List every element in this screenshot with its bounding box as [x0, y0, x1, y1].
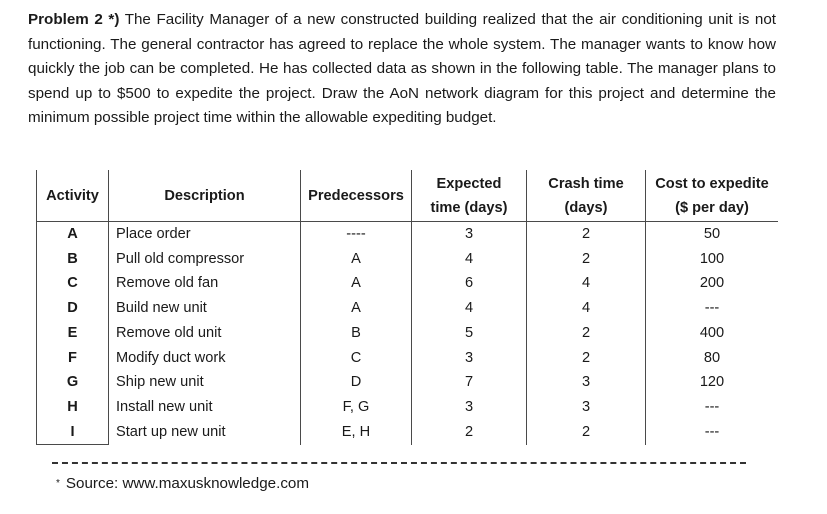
cell-cost: 80 — [703, 349, 721, 366]
table-row — [37, 346, 779, 371]
cell-cost: 120 — [699, 374, 725, 391]
cell-crash: 4 — [527, 296, 646, 321]
source-marker: * — [56, 478, 60, 489]
table-row — [37, 247, 779, 272]
cell-activity: A — [37, 222, 109, 247]
cell-crash: 2 — [527, 420, 646, 445]
cell-predecessors: C — [301, 346, 412, 371]
header-cost-line2: ($ per day) — [675, 199, 749, 216]
cell-cost: 400 — [699, 324, 725, 341]
header-crash-time — [527, 170, 646, 222]
header-cost-to-expedite — [646, 170, 779, 222]
cell-expected: 4 — [412, 247, 527, 272]
cell-crash: 2 — [527, 321, 646, 346]
cell-activity: C — [37, 271, 109, 296]
cell-activity: B — [37, 247, 109, 272]
table-row — [37, 271, 779, 296]
cell-crash: 4 — [527, 271, 646, 296]
source-text: Source: www.maxusknowledge.com — [65, 475, 310, 492]
cell-activity: F — [37, 346, 109, 371]
cell-predecessors: A — [301, 247, 412, 272]
cell-expected: 4 — [412, 296, 527, 321]
header-cost-line1: Cost to expedite — [655, 175, 769, 192]
cell-expected: 7 — [412, 370, 527, 395]
cell-expected: 3 — [412, 222, 527, 247]
header-crash-line2: (days) — [564, 199, 608, 216]
cell-activity: D — [37, 296, 109, 321]
cell-predecessors: E, H — [301, 420, 412, 445]
header-crash-line1: Crash time — [548, 175, 624, 192]
cell-description: Modify duct work — [109, 346, 301, 371]
cell-crash: 2 — [527, 346, 646, 371]
cell-description: Place order — [109, 222, 301, 247]
cell-predecessors: D — [301, 370, 412, 395]
table-header-row — [37, 170, 779, 222]
cell-predecessors: A — [301, 271, 412, 296]
table-row — [37, 296, 779, 321]
cell-cost: --- — [704, 300, 720, 317]
cell-description: Ship new unit — [109, 370, 301, 395]
table-row — [37, 321, 779, 346]
header-activity: Activity — [37, 170, 109, 222]
cell-description: Remove old unit — [109, 321, 301, 346]
cell-crash: 2 — [527, 222, 646, 247]
table-row — [37, 370, 779, 395]
cell-cost: --- — [704, 423, 720, 440]
cell-cost: 200 — [699, 275, 725, 292]
cell-expected: 5 — [412, 321, 527, 346]
cell-cost: --- — [704, 398, 720, 415]
dashed-divider — [52, 462, 746, 464]
cell-crash: 3 — [527, 395, 646, 420]
problem-text: The Facility Manager of a new constructed building realized that the air conditioning unit is not functioning. The general contractor has agreed to replace the whole system. The manager wants to know how quickly the job can be completed. He has collected data as shown in the following table. The manager plans to spend up to $500 to expedite the project. Draw the AoN network diagram for this project and determine the minimum possible project time within the allowable expediting budget. — [28, 11, 776, 127]
header-predecessors: Predecessors — [301, 170, 412, 222]
header-expected-line1: Expected — [436, 175, 502, 192]
header-expected-time — [412, 170, 527, 222]
cell-crash: 3 — [527, 370, 646, 395]
cell-description: Remove old fan — [109, 271, 301, 296]
cell-crash: 2 — [527, 247, 646, 272]
cell-description: Build new unit — [109, 296, 301, 321]
cell-expected: 6 — [412, 271, 527, 296]
cell-activity: I — [37, 420, 109, 445]
cell-cost: 100 — [699, 250, 725, 267]
cell-expected: 3 — [412, 395, 527, 420]
header-description: Description — [109, 170, 301, 222]
cell-predecessors: B — [301, 321, 412, 346]
problem-lead: Problem 2 *) — [28, 11, 120, 28]
header-expected-line2: time (days) — [430, 199, 508, 216]
cell-expected: 2 — [412, 420, 527, 445]
table-row — [37, 222, 779, 247]
source-note — [56, 473, 309, 495]
cell-predecessors: A — [301, 296, 412, 321]
table-row — [37, 420, 779, 445]
cell-description: Pull old compressor — [109, 247, 301, 272]
cell-predecessors: F, G — [301, 395, 412, 420]
cell-activity: E — [37, 321, 109, 346]
problem-statement — [28, 8, 776, 131]
cell-predecessors: ---- — [301, 222, 412, 247]
cell-activity: H — [37, 395, 109, 420]
cell-expected: 3 — [412, 346, 527, 371]
cell-cost: 50 — [703, 226, 721, 242]
cell-description: Install new unit — [109, 395, 301, 420]
table-row — [37, 395, 779, 420]
activity-table — [36, 170, 778, 445]
cell-activity: G — [37, 370, 109, 395]
cell-description: Start up new unit — [109, 420, 301, 445]
